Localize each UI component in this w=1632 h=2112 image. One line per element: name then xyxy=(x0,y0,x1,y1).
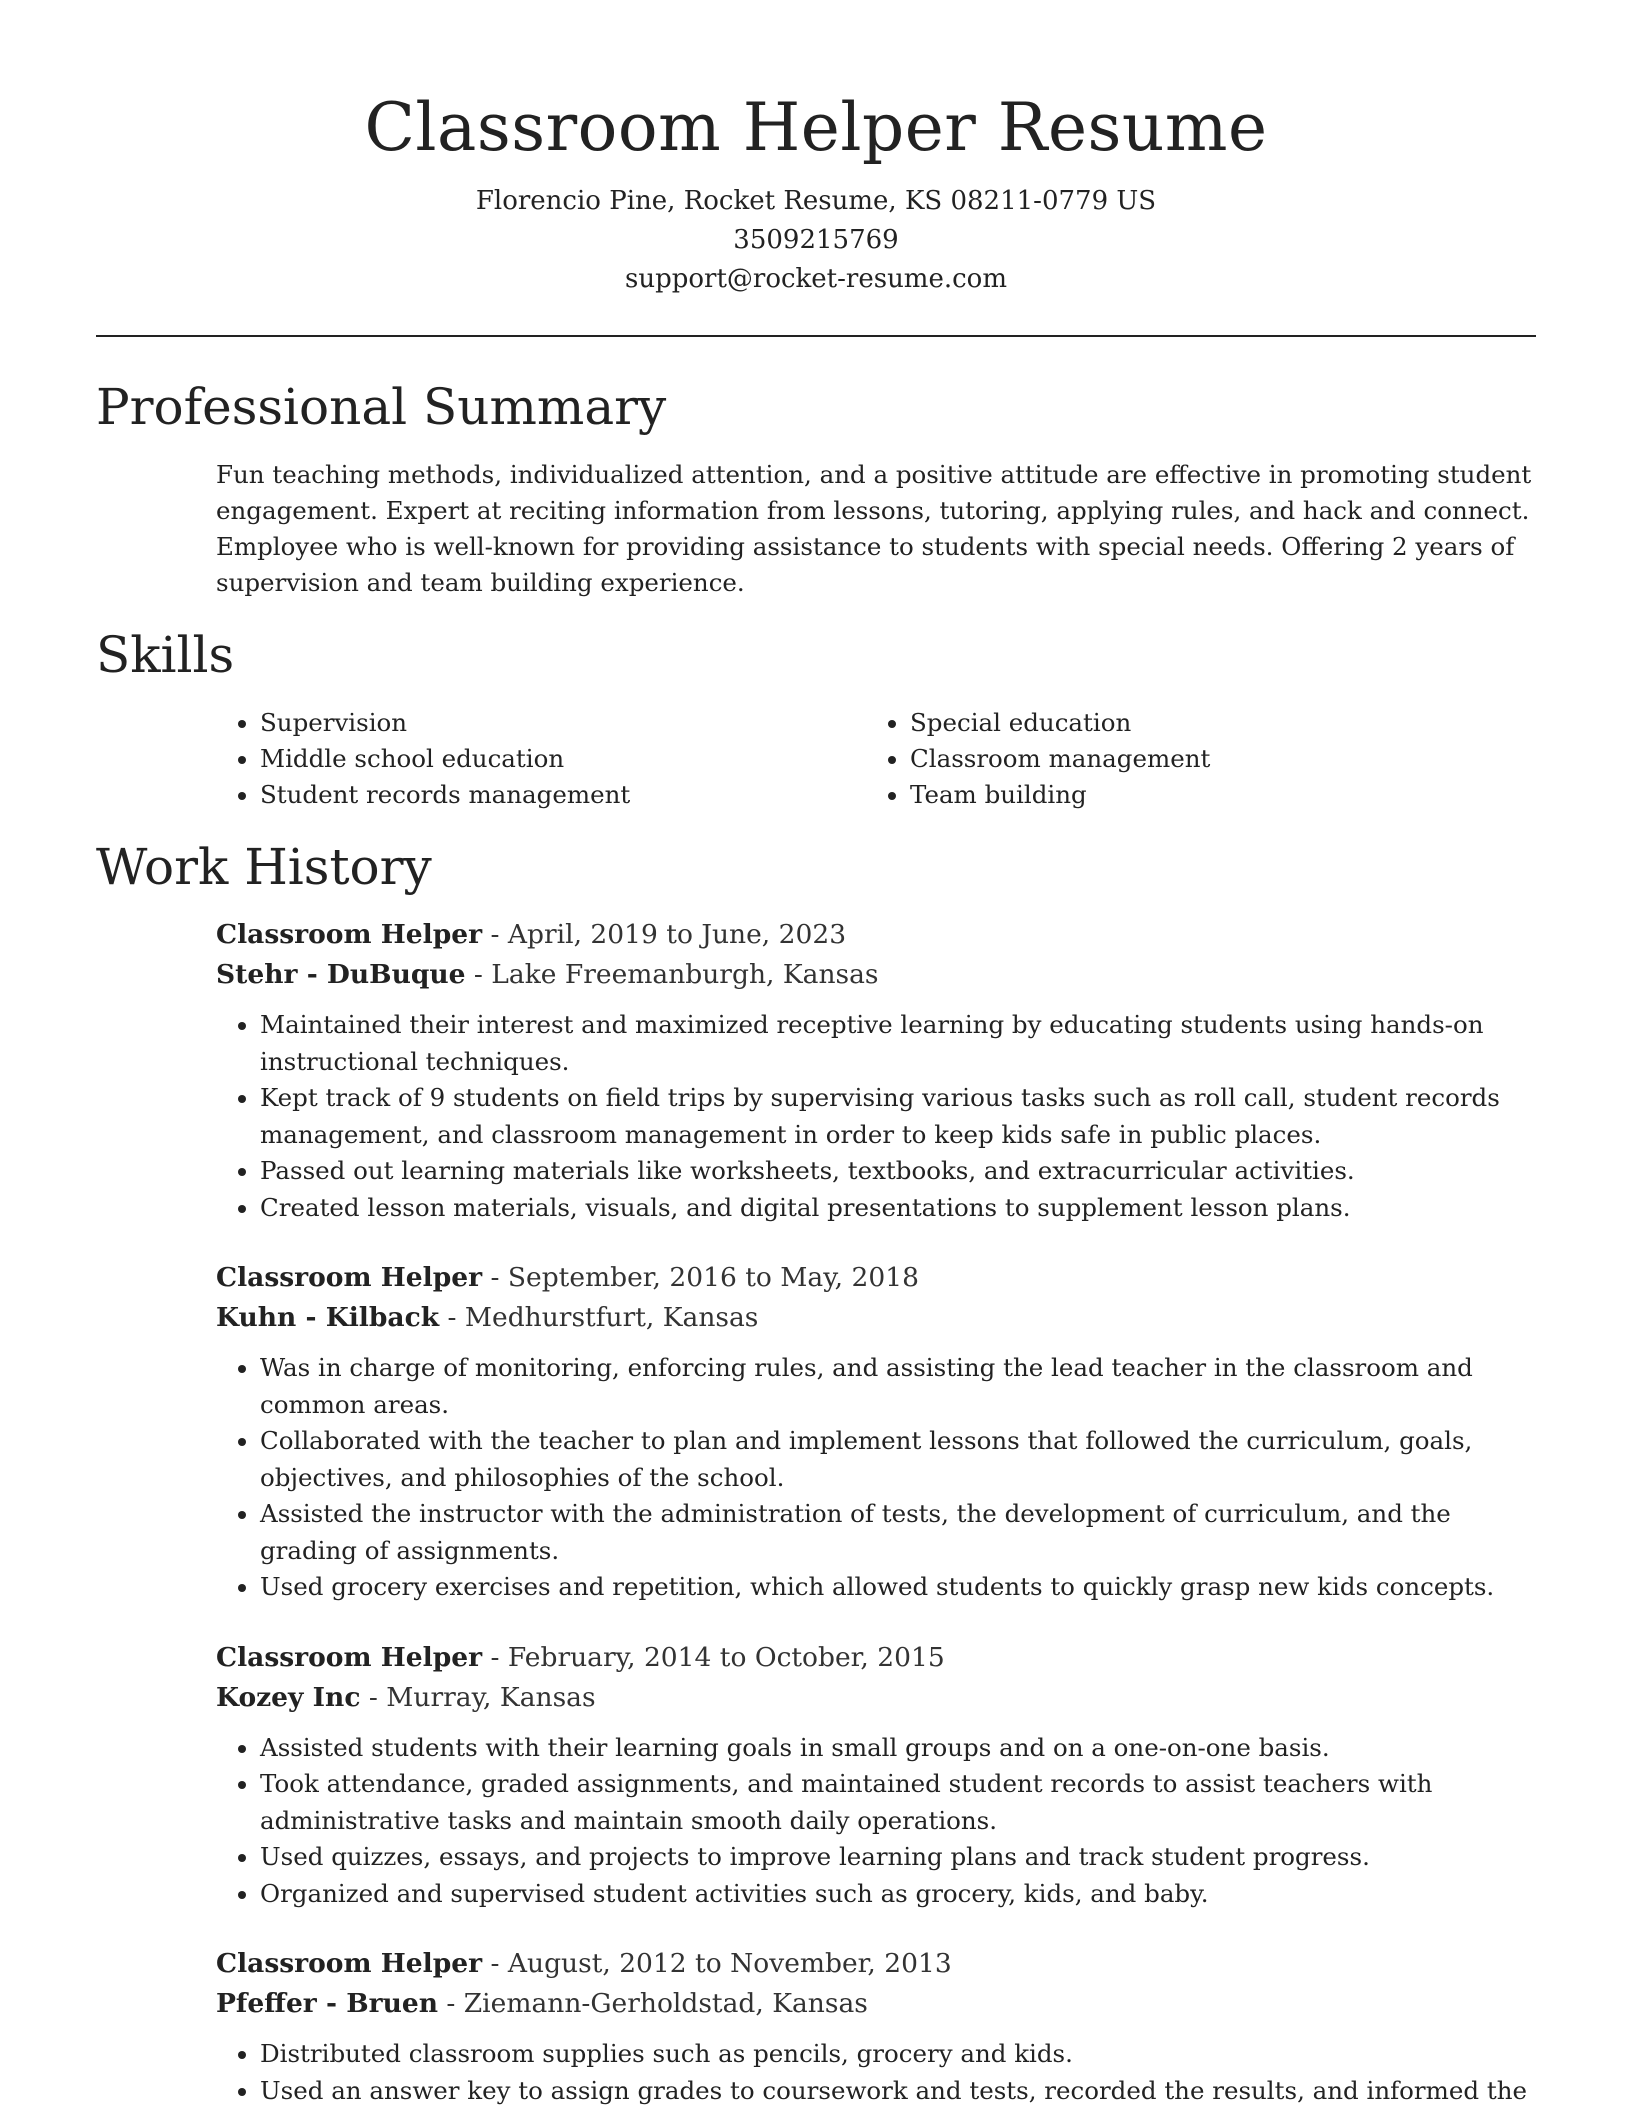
job-company: Pfeffer - Bruen xyxy=(216,1988,438,2019)
job-company: Kozey Inc xyxy=(216,1681,361,1713)
job-bullet: • Collaborated with the teacher to plan and implement lessons that followed the curriculum, goals, objectives, and philosophies of the school. xyxy=(260,1423,1536,1496)
job-bullets xyxy=(216,1350,1536,1606)
job-bullet: • Passed out learning materials like worksheets, textbooks, and extracurricular activities. xyxy=(260,1153,1536,1190)
job-bullet: • Maintained their interest and maximized receptive learning by educating students using hands-on instructional techniques. xyxy=(260,1007,1536,1080)
skills-column-left xyxy=(216,705,866,813)
job-location: - Ziemann-Gerholdstad, Kansas xyxy=(437,1988,868,2019)
job-bullets xyxy=(216,1730,1536,1913)
skills-heading: Skills xyxy=(96,626,235,684)
job-role-line xyxy=(216,915,1536,955)
job-bullet: • Distributed classroom supplies such as pencils, grocery and kids. xyxy=(260,2036,1536,2073)
resume-page xyxy=(96,0,1536,2109)
job-role-line xyxy=(216,1944,1536,1984)
skills-column-right xyxy=(866,705,1516,813)
job-company-line xyxy=(216,955,1536,995)
contact-block xyxy=(96,182,1536,299)
job-dates: - August, 2012 to November, 2013 xyxy=(482,1948,952,1979)
job-dates: - February, 2014 to October, 2015 xyxy=(482,1641,945,1673)
job-role: Classroom Helper xyxy=(216,919,483,950)
job-bullet: • Was in charge of monitoring, enforcing rules, and assisting the lead teacher in the classroom and common areas. xyxy=(260,1350,1536,1423)
contact-email: support@rocket-resume.com xyxy=(624,264,1007,294)
job-location: - Murray, Kansas xyxy=(360,1681,596,1713)
job-company-line xyxy=(216,1984,1536,2024)
job-company: Stehr - DuBuque xyxy=(216,959,466,990)
job-role-line xyxy=(216,1258,1536,1298)
skill-item: • Supervision xyxy=(260,705,866,741)
job-entry xyxy=(216,1944,1536,2109)
skill-item: • Team building xyxy=(910,777,1516,813)
skill-item: • Student records management xyxy=(260,777,866,813)
resume-title: Classroom Helper Resume xyxy=(364,89,1268,166)
job-location: - Lake Freemanburgh, Kansas xyxy=(465,959,879,990)
job-bullet: • Organized and supervised student activities such as grocery, kids, and baby. xyxy=(260,1876,1536,1913)
job-bullet: • Used an answer key to assign grades to coursework and tests, recorded the results, and informed the xyxy=(260,2073,1536,2110)
skill-item: • Middle school education xyxy=(260,741,866,777)
skills-list xyxy=(216,705,1536,813)
job-role-line xyxy=(216,1638,1536,1678)
job-bullet: • Created lesson materials, visuals, and digital presentations to supplement lesson plans. xyxy=(260,1190,1536,1227)
job-bullet: • Used grocery exercises and repetition, which allowed students to quickly grasp new kids concepts. xyxy=(260,1569,1536,1606)
job-bullet: • Took attendance, graded assignments, and maintained student records to assist teachers with administrative tasks and maintain smooth daily operations. xyxy=(260,1766,1536,1839)
job-role: Classroom Helper xyxy=(216,1948,483,1979)
job-bullet: • Assisted the instructor with the administration of tests, the development of curriculum, and the grading of assignments. xyxy=(260,1496,1536,1569)
job-location: - Medhurstfurt, Kansas xyxy=(439,1302,759,1333)
job-entry xyxy=(216,915,1536,1226)
header-divider xyxy=(96,335,1536,337)
skill-item: • Special education xyxy=(910,705,1516,741)
job-role: Classroom Helper xyxy=(216,1262,483,1293)
job-bullet: • Kept track of 9 students on field trips by supervising various tasks such as roll call, student records management, and classroom management in order to keep kids safe in public places. xyxy=(260,1080,1536,1153)
job-entry xyxy=(216,1258,1536,1606)
job-company: Kuhn - Kilback xyxy=(216,1302,440,1333)
summary-text: Fun teaching methods, individualized attention, and a positive attitude are effective in promoting student engagement. Expert at reciting information from lessons, tutoring, applying rules, and hack and connect. Employee who is well-known for providing assistance to students with special needs. Offering 2 years of supervision and team building experience. xyxy=(216,460,1532,597)
contact-phone: 3509215769 xyxy=(733,225,899,255)
job-dates: - September, 2016 to May, 2018 xyxy=(482,1262,919,1293)
job-bullets xyxy=(216,2036,1536,2109)
work-history-heading: Work History xyxy=(96,838,432,896)
job-entry xyxy=(216,1638,1536,1913)
contact-address: Florencio Pine, Rocket Resume, KS 08211-0779 US xyxy=(475,186,1157,216)
job-role: Classroom Helper xyxy=(216,1641,483,1673)
skill-item: • Classroom management xyxy=(910,741,1516,777)
job-company-line xyxy=(216,1298,1536,1338)
resume-header xyxy=(96,0,1536,299)
job-company-line xyxy=(216,1678,1536,1718)
job-bullet: • Used quizzes, essays, and projects to improve learning plans and track student progress. xyxy=(260,1839,1536,1876)
job-bullets xyxy=(216,1007,1536,1226)
job-dates: - April, 2019 to June, 2023 xyxy=(482,919,847,950)
summary-heading: Professional Summary xyxy=(96,378,667,436)
job-bullet: • Assisted students with their learning goals in small groups and on a one-on-one basis. xyxy=(260,1730,1536,1767)
